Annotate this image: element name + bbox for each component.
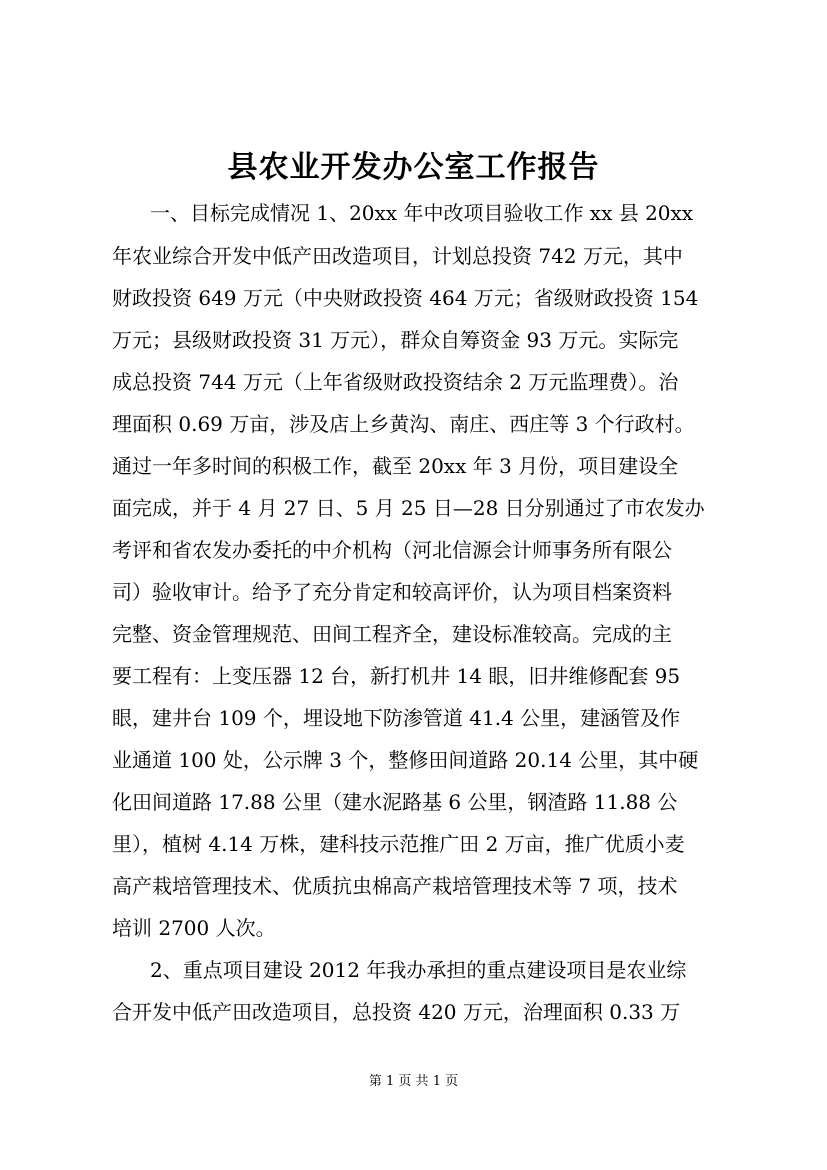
paragraph-1-line: 眼，建井台 109 个，埋设地下防渗管道 41.4 公里，建涵管及作 [112, 706, 681, 730]
paragraph-1-line: 万元；县级财政投资 31 万元），群众自筹资金 93 万元。实际完 [112, 328, 679, 352]
paragraph-1-line: 通过一年多时间的积极工作，截至 20xx 年 3 月份，项目建设全 [112, 454, 679, 478]
paragraph-2-line: 合开发中低产田改造项目，总投资 420 万元，治理面积 0.33 万 [112, 1000, 681, 1024]
page-footer: 第 1 页 共 1 页 [368, 1074, 459, 1089]
document-title: 县农业开发办公室工作报告 [227, 150, 600, 185]
paragraph-1-line: 成总投资 744 万元（上年省级财政投资结余 2 万元监理费）。治 [112, 370, 679, 394]
paragraph-1-line: 培训 2700 人次。 [112, 916, 276, 940]
paragraph-1-line: 年农业综合开发中低产田改造项目，计划总投资 742 万元，其中 [112, 244, 683, 268]
paragraph-1-line: 财政投资 649 万元（中央财政投资 464 万元；省级财政投资 154 [112, 286, 699, 310]
paragraph-1-line: 一、目标完成情况 1、20xx 年中改项目验收工作 xx 县 20xx [150, 201, 694, 225]
paragraph-1-line: 理面积 0.69 万亩，涉及店上乡黄沟、南庄、西庄等 3 个行政村。 [112, 412, 695, 436]
paragraph-1-line: 化田间道路 17.88 公里（建水泥路基 6 公里，钢渣路 11.88 公 [112, 790, 678, 814]
paragraph-1-line: 要工程有：上变压器 12 台，新打机井 14 眼，旧井维修配套 95 [112, 664, 681, 688]
paragraph-1-line: 考评和省农发办委托的中介机构（河北信源会计师事务所有限公 [112, 538, 672, 562]
paragraph-1-line: 面完成，并于 4 月 27 日、5 月 25 日—28 日分别通过了市农发办 [112, 496, 705, 520]
paragraph-1-line: 里），植树 4.14 万株，建科技示范推广田 2 万亩，推广优质小麦 [112, 832, 685, 856]
paragraph-1-line: 业通道 100 处，公示牌 3 个，整修田间道路 20.14 公里，其中硬 [112, 748, 699, 772]
paragraph-1-line: 完整、资金管理规范、田间工程齐全，建设标准较高。完成的主 [112, 622, 672, 646]
paragraph-2-line: 2、重点项目建设 2012 年我办承担的重点建设项目是农业综 [150, 958, 687, 982]
paragraph-1-line: 司）验收审计。给予了充分肯定和较高评价，认为项目档案资料 [112, 580, 672, 604]
paragraph-1-line: 高产栽培管理技术、优质抗虫棉高产栽培管理技术等 7 项，技术 [112, 874, 678, 898]
